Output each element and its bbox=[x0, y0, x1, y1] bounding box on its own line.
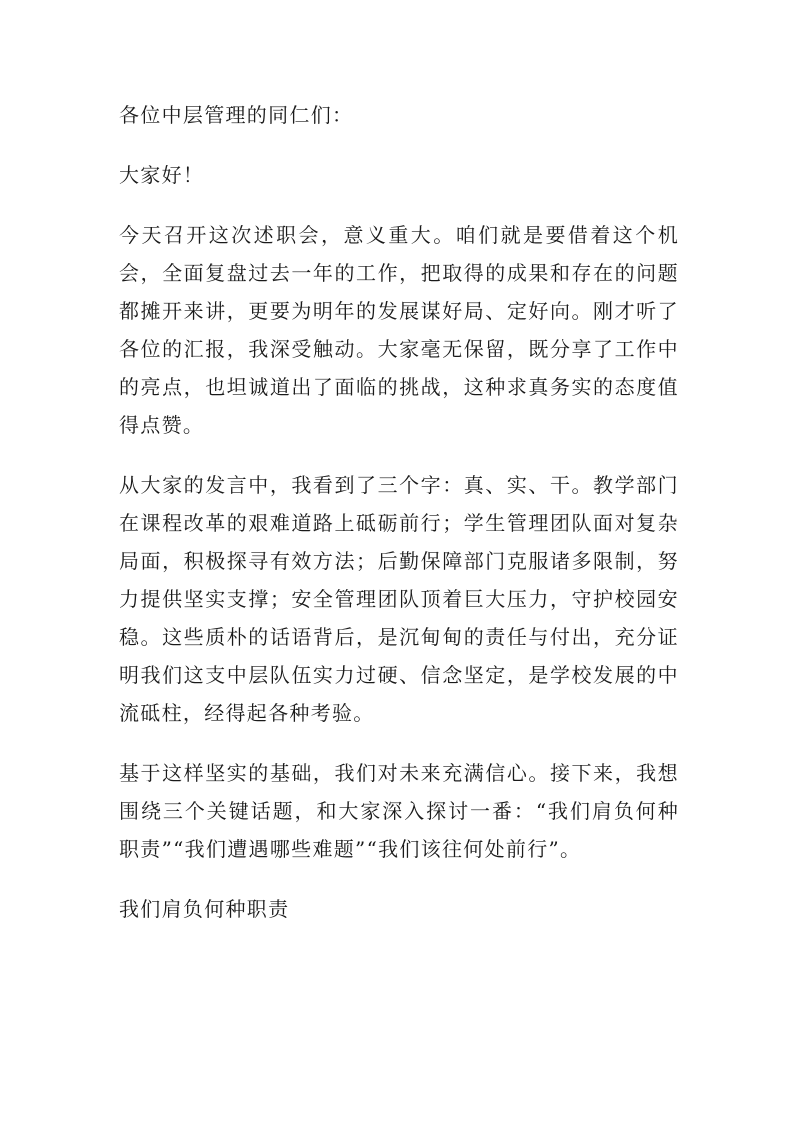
speech-body bbox=[119, 96, 679, 950]
paragraph-topics: 基于这样坚实的基础，我们对未来充满信心。接下来，我想围绕三个关键话题，和大家深入探讨一番：“我们肩负何种职责”“我们遭遇哪些难题”“我们该往何处前行”。 bbox=[119, 761, 679, 861]
salutation: 各位中层管理的同仁们： bbox=[119, 103, 354, 127]
greeting: 大家好！ bbox=[119, 163, 205, 187]
paragraph-opening: 今天召开这次述职会，意义重大。咱们就是要借着这个机会，全面复盘过去一年的工作，把取得的成果和存在的问题都摊开来讲，更要为明年的发展谋好局、定好向。刚才听了各位的汇报，我深受触动。大家毫无保留，既分享了工作中的亮点，也坦诚道出了面临的挑战，这种求真务实的态度值得点赞。 bbox=[119, 223, 679, 437]
section-heading: 我们肩负何种职责 bbox=[119, 897, 290, 921]
paragraph-observations: 从大家的发言中，我看到了三个字：真、实、干。教学部门在课程改革的艰难道路上砥砺前行；学生管理团队面对复杂局面，积极探寻有效方法；后勤保障部门克服诸多限制，努力提供坚实支撑；安全管理团队顶着巨大压力，守护校园安稳。这些质朴的话语背后，是沉甸甸的责任与付出，充分证明我们这支中层队伍实力过硬、信念坚定，是学校发展的中流砥柱，经得起各种考验。 bbox=[119, 473, 679, 725]
